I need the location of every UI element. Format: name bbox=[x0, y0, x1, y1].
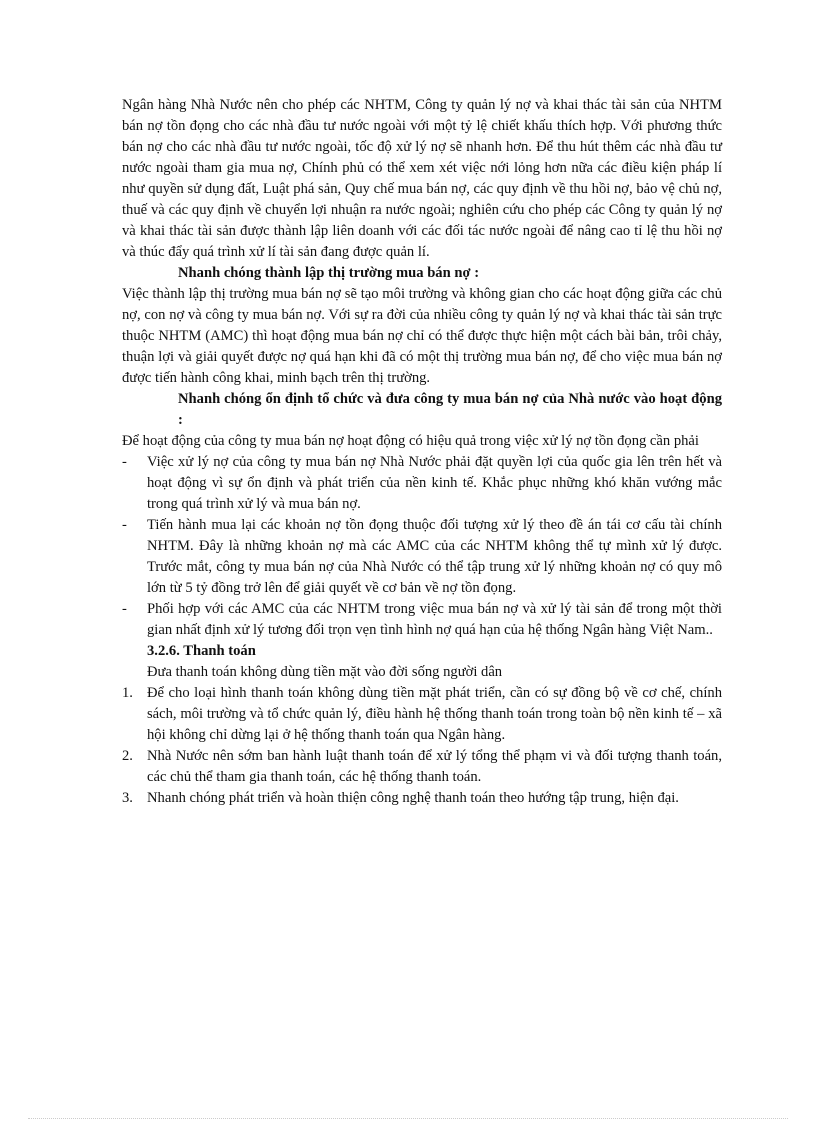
dash-item-text: Tiến hành mua lại các khoản nợ tồn đọng thuộc đối tượng xử lý theo đề án tái cơ cấu tài chính NHTM. Đây là những khoản nợ mà các AMC của các NHTM không thể tự mình xử lý được. Trước mắt, công ty mua bán nợ của Nhà Nước có thể tập trung xử lý những khoản nợ có quy mô lớn từ 5 tỷ đồng trở lên để giải quyết về cơ bản về nợ tồn đọng. bbox=[147, 517, 722, 596]
heading-state-debt-company: Nhanh chóng ổn định tổ chức và đưa công ty mua bán nợ của Nhà nước vào hoạt động : bbox=[178, 391, 722, 428]
dash-list bbox=[122, 452, 722, 641]
dash-marker: - bbox=[122, 517, 127, 533]
dash-list-item bbox=[122, 452, 722, 515]
heading-debt-market: Nhanh chóng thành lập thị trường mua bán nợ : bbox=[178, 265, 480, 281]
dash-marker: - bbox=[122, 601, 127, 617]
numbered-item-text: Nhà Nước nên sớm ban hành luật thanh toán để xử lý tổng thể phạm vi và đối tượng thanh toán, các chủ thể tham gia thanh toán, các hệ thống thanh toán. bbox=[147, 748, 722, 785]
intro-paragraph: Ngân hàng Nhà Nước nên cho phép các NHTM, Công ty quản lý nợ và khai thác tài sản của NHTM bán nợ tồn đọng cho các nhà đầu tư nước ngoài với một tỷ lệ chiết khấu thích hợp. Với phương thức bán nợ cho các nhà đầu tư nước ngoài, tốc độ xử lý nợ sẽ nhanh hơn. Để thu hút thêm các nhà đầu tư nước ngoài tham gia mua nợ, Chính phủ có thể xem xét việc nới lỏng hơn nữa các điều kiện pháp lí như quyền sử dụng đất, Luật phá sản, Quy chế mua bán nợ, các quy định về thu hồi nợ, bảo vệ chủ nợ, thuế và các quy định về chuyển lợi nhuận ra nước ngoài; nghiên cứu cho phép các Công ty quản lý nợ và khai thác tài sản được thành lập liên doanh với các đối tác nước ngoài để nâng cao tỉ lệ thu hồi nợ và thúc đẩy quá trình xử lí tài sản đang được quản lí. bbox=[122, 97, 722, 260]
state-debt-company-paragraph: Để hoạt động của công ty mua bán nợ hoạt động có hiệu quả trong việc xử lý nợ tồn đọng cần phải bbox=[122, 433, 699, 449]
dash-item-text: Việc xử lý nợ của công ty mua bán nợ Nhà Nước phải đặt quyền lợi của quốc gia lên trên hết và hoạt động vì sự ổn định và phát triển của nền kinh tế. Khắc phục những khó khăn vướng mắc trong quá trình xử lý và mua bán nợ. bbox=[147, 454, 722, 512]
numbered-list-item bbox=[122, 788, 722, 809]
number-marker: 3. bbox=[122, 790, 133, 806]
section-title: 3.2.6. Thanh toán bbox=[147, 643, 256, 659]
dash-list-item bbox=[122, 599, 722, 641]
page-bottom-rule bbox=[28, 1118, 788, 1119]
dash-item-text: Phối hợp với các AMC của các NHTM trong việc mua bán nợ và xử lý tài sản để trong một thời gian nhất định xử lý tương đối trọn vẹn tình hình nợ quá hạn của hệ thống Ngân hàng Việt Nam.. bbox=[147, 601, 722, 638]
number-marker: 2. bbox=[122, 748, 133, 764]
section-intro: Đưa thanh toán không dùng tiền mặt vào đời sống người dân bbox=[147, 664, 503, 680]
dash-marker: - bbox=[122, 454, 127, 470]
numbered-item-text: Để cho loại hình thanh toán không dùng tiền mặt phát triển, cần có sự đồng bộ về cơ chế, chính sách, môi trường và tổ chức quản lý, điều hành hệ thống thanh toán trong toàn bộ nền kinh tế – xã hội không chỉ dừng lại ở hệ thống thanh toán qua Ngân hàng. bbox=[147, 685, 722, 743]
document-page bbox=[122, 95, 722, 809]
numbered-item-text: Nhanh chóng phát triển và hoàn thiện công nghệ thanh toán theo hướng tập trung, hiện đại. bbox=[147, 790, 679, 806]
numbered-list-item bbox=[122, 746, 722, 788]
number-marker: 1. bbox=[122, 685, 133, 701]
numbered-list-item bbox=[122, 683, 722, 746]
dash-list-item bbox=[122, 515, 722, 599]
debt-market-paragraph: Việc thành lập thị trường mua bán nợ sẽ tạo môi trường và không gian cho các hoạt động giữa các chủ nợ, con nợ và công ty mua bán nợ. Với sự ra đời của nhiều công ty quản lý nợ và khai thác tài sản trực thuộc NHTM (AMC) thì hoạt động mua bán nợ chỉ có thể được thực hiện một cách bài bản, trôi chảy, thuận lợi và giải quyết được nợ quá hạn khi đã có một thị trường mua bán nợ, để cho việc mua bán nợ được tiến hành công khai, minh bạch trên thị trường. bbox=[122, 286, 722, 386]
numbered-list bbox=[122, 683, 722, 809]
